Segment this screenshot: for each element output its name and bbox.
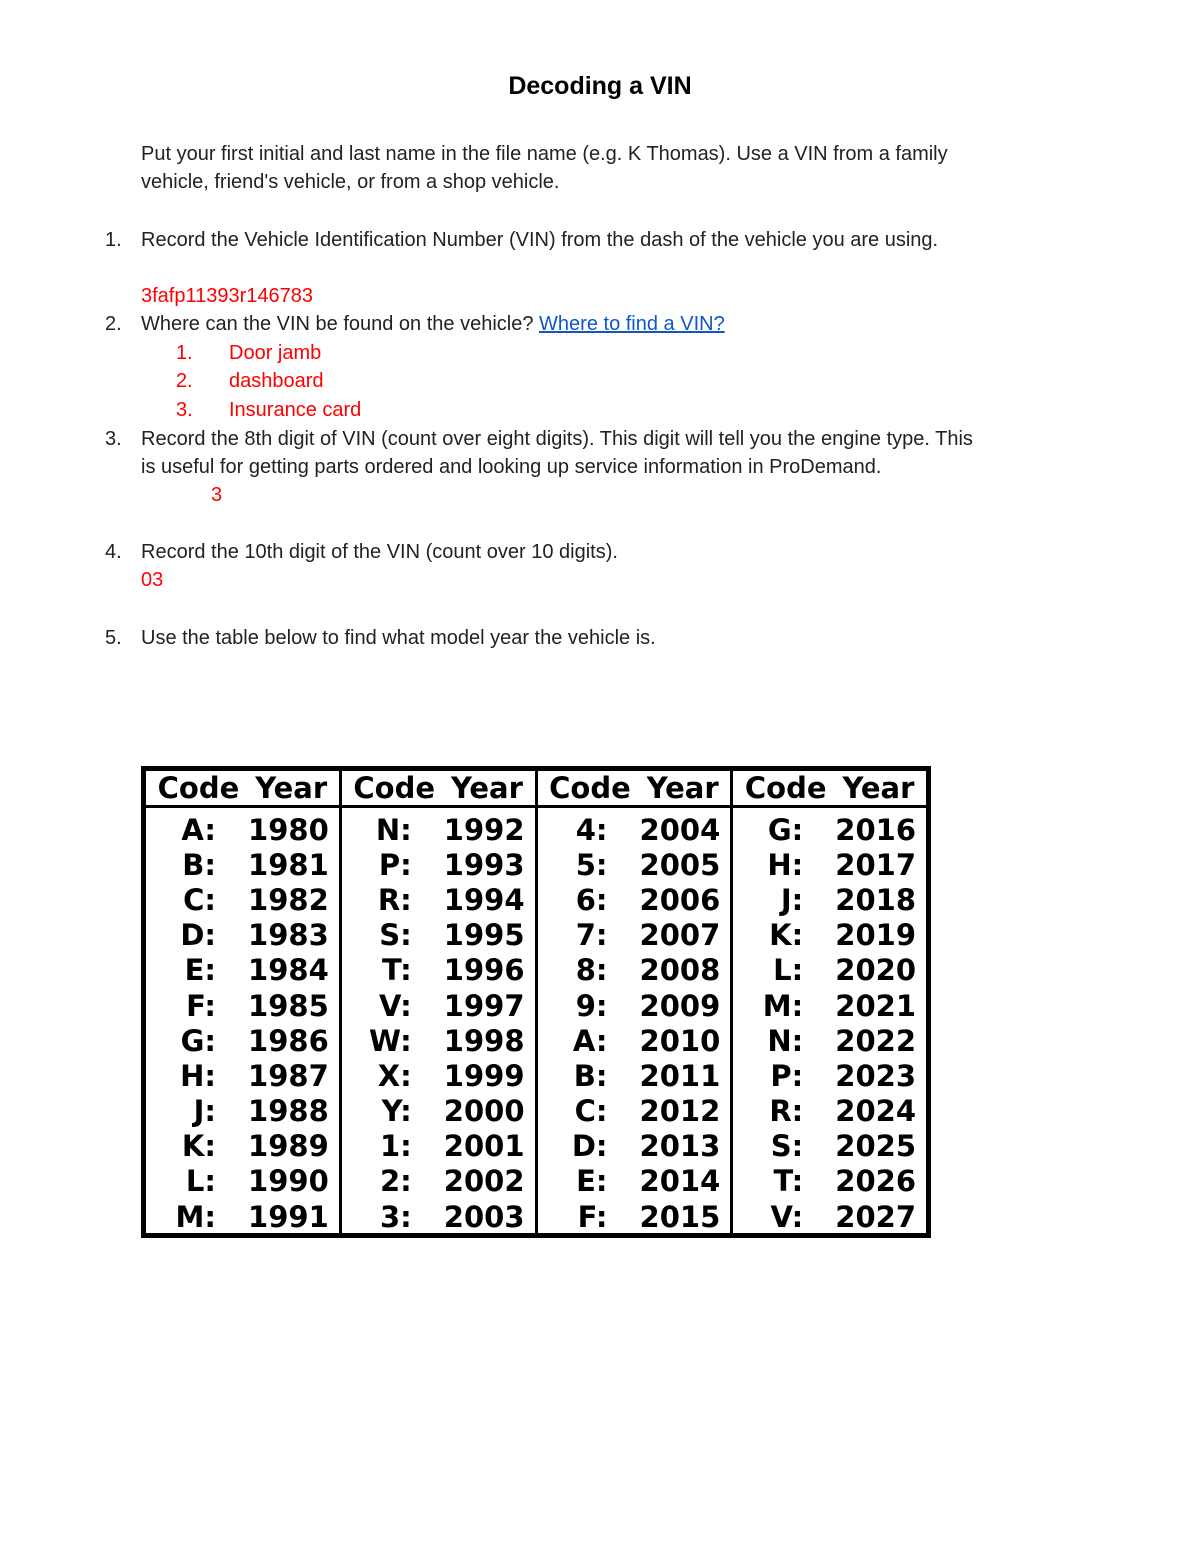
vin-code-cell: 8: — [575, 953, 608, 988]
q4-number: 4. — [105, 541, 122, 563]
vin-code-cell: H: — [767, 847, 804, 882]
model-year-cell: 2022 — [835, 1023, 916, 1058]
model-year-cell: 1998 — [443, 1023, 525, 1058]
model-year-cell: 1980 — [248, 812, 329, 847]
model-year-cell: 2003 — [443, 1199, 525, 1234]
model-year-cell: 2023 — [835, 1058, 916, 1093]
vin-code-cell: F: — [186, 988, 216, 1023]
table-row — [733, 918, 926, 953]
table-column — [730, 771, 926, 1233]
vin-code-cell: A: — [572, 1023, 608, 1058]
q2-number: 2. — [105, 313, 122, 335]
model-year-cell: 2007 — [639, 918, 721, 953]
q5-text: Use the table below to find what model year the vehicle is. — [141, 627, 656, 649]
q4-text: Record the 10th digit of the VIN (count over 10 digits). — [141, 541, 618, 563]
model-year-cell: 2025 — [835, 1129, 916, 1164]
vin-code-cell: V: — [379, 988, 412, 1023]
table-row — [538, 988, 731, 1023]
table-row — [538, 1199, 731, 1234]
table-row — [538, 953, 731, 988]
table-row — [146, 847, 339, 882]
table-column-header — [733, 771, 926, 808]
vin-code-cell: Y: — [381, 1094, 412, 1129]
table-row — [146, 918, 339, 953]
model-year-cell: 1983 — [248, 918, 329, 953]
table-row — [342, 953, 535, 988]
table-row — [538, 918, 731, 953]
model-year-cell: 1994 — [443, 882, 525, 917]
model-year-cell: 2008 — [639, 953, 721, 988]
model-year-cell: 2027 — [835, 1199, 916, 1234]
table-row — [146, 1023, 339, 1058]
table-row — [733, 1094, 926, 1129]
where-to-find-vin-link[interactable]: Where to find a VIN? — [539, 313, 725, 335]
table-row — [733, 847, 926, 882]
vin-code-cell: T: — [773, 1164, 804, 1199]
table-row — [146, 1094, 339, 1129]
table-row — [733, 1023, 926, 1058]
vin-code-cell: 9: — [575, 988, 608, 1023]
q1-number: 1. — [105, 229, 122, 251]
q2-answer-number: 2. — [176, 370, 193, 392]
table-row — [342, 918, 535, 953]
model-year-cell: 1997 — [443, 988, 525, 1023]
table-row — [342, 988, 535, 1023]
table-row — [733, 1058, 926, 1093]
q1-answer[interactable]: 3fafp11393r146783 — [141, 285, 314, 307]
model-year-cell: 1995 — [443, 918, 525, 953]
q3-answer[interactable]: 3 — [211, 484, 223, 506]
table-row — [146, 812, 339, 847]
intro-line-2: vehicle, friend's vehicle, or from a shop vehicle. — [141, 171, 560, 193]
vin-code-cell: V: — [770, 1199, 804, 1234]
header-code: Code — [157, 771, 240, 805]
table-row — [538, 1058, 731, 1093]
model-year-cell: 2020 — [835, 953, 916, 988]
model-year-cell: 2019 — [835, 918, 916, 953]
table-row — [538, 1094, 731, 1129]
table-row — [146, 988, 339, 1023]
q3-number: 3. — [105, 428, 122, 450]
model-year-cell: 2016 — [835, 812, 916, 847]
model-year-cell: 1989 — [248, 1129, 329, 1164]
vin-code-cell: E: — [576, 1164, 608, 1199]
table-row — [538, 847, 731, 882]
table-column — [339, 771, 535, 1233]
table-row — [342, 847, 535, 882]
table-row — [146, 882, 339, 917]
model-year-cell: 2012 — [639, 1094, 721, 1129]
vin-code-cell: S: — [379, 918, 412, 953]
model-year-cell: 1984 — [248, 953, 329, 988]
vin-code-cell: 6: — [575, 882, 608, 917]
vin-code-cell: L: — [773, 953, 804, 988]
model-year-cell: 2017 — [835, 847, 916, 882]
model-year-cell: 2004 — [639, 812, 721, 847]
table-row — [146, 953, 339, 988]
table-row — [342, 1129, 535, 1164]
model-year-cell: 1981 — [248, 847, 329, 882]
q2-answer-number: 3. — [176, 399, 193, 421]
intro-line-1: Put your first initial and last name in the file name (e.g. K Thomas). Use a VIN from a family — [141, 143, 948, 165]
q4-answer[interactable]: 03 — [141, 569, 164, 591]
table-row — [146, 1164, 339, 1199]
model-year-cell: 2010 — [639, 1023, 721, 1058]
header-year: Year — [255, 771, 328, 805]
vin-code-cell: S: — [770, 1129, 804, 1164]
model-year-cell: 1999 — [443, 1058, 525, 1093]
table-row — [342, 1023, 535, 1058]
model-year-cell: 2024 — [835, 1094, 916, 1129]
vin-code-cell: M: — [762, 988, 804, 1023]
vin-code-cell: N: — [375, 812, 412, 847]
q3-text-line-1: Record the 8th digit of VIN (count over eight digits). This digit will tell you the engine type. This — [141, 428, 973, 450]
vin-code-cell: G: — [767, 812, 804, 847]
table-row — [342, 1058, 535, 1093]
table-row — [342, 882, 535, 917]
vin-code-cell: F: — [577, 1199, 608, 1234]
model-year-cell: 1988 — [248, 1094, 329, 1129]
q2-answer-item[interactable]: Door jamb — [229, 342, 322, 364]
vin-code-cell: N: — [767, 1023, 804, 1058]
header-code: Code — [353, 771, 435, 805]
vin-code-cell: J: — [780, 882, 804, 917]
vin-code-cell: C: — [574, 1094, 608, 1129]
vin-code-cell: R: — [377, 882, 412, 917]
q2-text: Where can the VIN be found on the vehicle? — [141, 313, 534, 335]
model-year-cell: 1996 — [443, 953, 525, 988]
model-year-cell: 2006 — [639, 882, 721, 917]
vin-code-cell: 2: — [379, 1164, 412, 1199]
table-row — [538, 1023, 731, 1058]
vin-code-cell: 7: — [575, 918, 608, 953]
model-year-cell: 1982 — [248, 882, 329, 917]
vin-code-cell: D: — [180, 918, 216, 953]
vin-year-code-table — [141, 766, 931, 1238]
vin-code-cell: B: — [182, 847, 216, 882]
model-year-cell: 2011 — [639, 1058, 721, 1093]
model-year-cell: 2013 — [639, 1129, 721, 1164]
model-year-cell: 1991 — [248, 1199, 329, 1234]
vin-code-cell: P: — [770, 1058, 804, 1093]
vin-code-cell: M: — [175, 1199, 216, 1234]
table-row — [538, 1164, 731, 1199]
model-year-cell: 1985 — [248, 988, 329, 1023]
table-row — [733, 1164, 926, 1199]
vin-code-cell: W: — [369, 1023, 412, 1058]
model-year-cell: 1987 — [248, 1058, 329, 1093]
table-row — [342, 812, 535, 847]
header-code: Code — [549, 771, 631, 805]
vin-code-cell: J: — [193, 1094, 216, 1129]
table-row — [146, 1199, 339, 1234]
vin-code-cell: 3: — [379, 1199, 412, 1234]
vin-code-cell: A: — [181, 812, 216, 847]
q1-text: Record the Vehicle Identification Number (VIN) from the dash of the vehicle you are using. — [141, 229, 939, 251]
table-row — [733, 882, 926, 917]
model-year-cell: 2009 — [639, 988, 721, 1023]
model-year-cell: 2021 — [835, 988, 916, 1023]
vin-code-cell: P: — [378, 847, 412, 882]
table-row — [146, 1058, 339, 1093]
model-year-cell: 2005 — [639, 847, 721, 882]
vin-code-cell: K: — [181, 1129, 216, 1164]
vin-code-cell: 4: — [575, 812, 608, 847]
q2-line — [141, 310, 725, 338]
table-row — [342, 1094, 535, 1129]
table-row — [733, 1199, 926, 1234]
model-year-cell: 1993 — [443, 847, 525, 882]
table-row — [733, 953, 926, 988]
q2-answer-item[interactable]: Insurance card — [229, 399, 362, 421]
model-year-cell: 2001 — [443, 1129, 525, 1164]
table-column-header — [146, 771, 339, 808]
header-code: Code — [744, 771, 827, 805]
page-title: Decoding a VIN — [508, 72, 692, 100]
vin-code-cell: K: — [769, 918, 804, 953]
table-row — [538, 1129, 731, 1164]
table-column-header — [342, 771, 535, 808]
vin-code-cell: G: — [180, 1023, 216, 1058]
vin-code-cell: R: — [769, 1094, 804, 1129]
model-year-cell: 1986 — [248, 1023, 329, 1058]
q2-answer-number: 1. — [176, 342, 193, 364]
vin-code-cell: H: — [180, 1058, 216, 1093]
q3-text-line-2: is useful for getting parts ordered and looking up service information in ProDemand. — [141, 456, 882, 478]
model-year-cell: 2018 — [835, 882, 916, 917]
header-year: Year — [451, 771, 523, 805]
vin-code-cell: L: — [185, 1164, 216, 1199]
q5-number: 5. — [105, 627, 122, 649]
vin-code-cell: B: — [573, 1058, 608, 1093]
vin-code-cell: 1: — [379, 1129, 412, 1164]
table-column — [535, 771, 731, 1233]
header-year: Year — [646, 771, 719, 805]
table-row — [146, 1129, 339, 1164]
model-year-cell: 2014 — [639, 1164, 721, 1199]
vin-code-cell: X: — [377, 1058, 412, 1093]
table-row — [538, 812, 731, 847]
vin-code-cell: D: — [571, 1129, 608, 1164]
vin-code-cell: T: — [381, 953, 412, 988]
model-year-cell: 2026 — [835, 1164, 916, 1199]
vin-code-cell: E: — [184, 953, 216, 988]
vin-code-cell: 5: — [575, 847, 608, 882]
model-year-cell: 2000 — [443, 1094, 525, 1129]
table-row — [538, 882, 731, 917]
table-row — [733, 1129, 926, 1164]
table-column-header — [538, 771, 731, 808]
header-year: Year — [842, 771, 915, 805]
model-year-cell: 1992 — [443, 812, 525, 847]
model-year-cell: 1990 — [248, 1164, 329, 1199]
table-column — [146, 771, 339, 1233]
vin-code-cell: C: — [183, 882, 216, 917]
model-year-cell: 2015 — [639, 1199, 721, 1234]
table-row — [733, 812, 926, 847]
q2-answer-item[interactable]: dashboard — [229, 370, 324, 392]
table-row — [342, 1164, 535, 1199]
table-row — [733, 988, 926, 1023]
table-row — [342, 1199, 535, 1234]
model-year-cell: 2002 — [443, 1164, 525, 1199]
